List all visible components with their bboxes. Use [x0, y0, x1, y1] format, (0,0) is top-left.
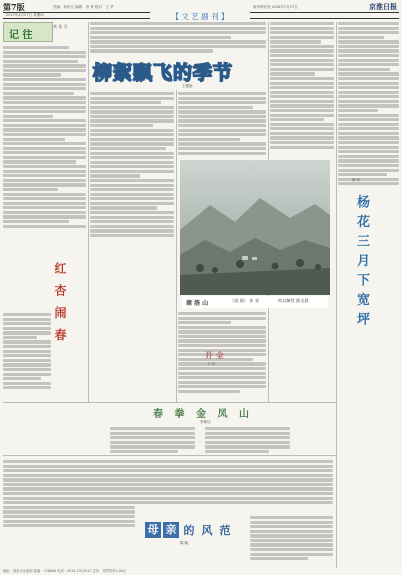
landscape-painting: [180, 160, 330, 295]
column-divider: [336, 22, 337, 568]
article-column-3: [178, 92, 266, 156]
title-char-3: 的: [183, 524, 195, 537]
section-divider: [3, 455, 336, 456]
poem-lines-left: [110, 427, 195, 454]
column-divider: [88, 22, 89, 402]
poem-section-title-text: 春 拳 金 凤 山: [153, 409, 253, 420]
page-number: 第7版: [3, 2, 25, 12]
article-column-5: [338, 22, 399, 187]
poem-lines-right: [205, 427, 290, 454]
photo-caption: [182, 296, 328, 308]
mountain-scene-image: [180, 160, 330, 295]
banner-headline: [88, 58, 238, 84]
photo-medium: （油 画） 张 亮: [230, 298, 260, 303]
title-char-1: 母: [145, 522, 161, 538]
newspaper-logo: 京淮日报: [369, 2, 397, 11]
poem-author-right: 杨 东: [352, 178, 361, 182]
column-tag: [3, 22, 53, 42]
editor-info: 责编：杨东江 编辑：李 青 校对：王 华: [53, 5, 114, 9]
bottom-article-right: [250, 516, 333, 562]
footer-info: 地址：商洛市北新街 邮编：726000 电话：0914-2313517 定价：零售每份1.00元: [3, 569, 127, 573]
poem-title-willow-catkins: 杨 花 三 月 下 宽 坪: [354, 195, 369, 327]
issue-date: 新华网首发 2016年7月27日: [253, 5, 298, 9]
subheader-date: 2017年4月27日 星期四: [6, 13, 44, 17]
article-column-2-top: [90, 22, 266, 54]
column-tag-label: 记 往: [9, 30, 33, 41]
article-column-1-lower: [3, 313, 51, 391]
poem-section-author: 李林功: [200, 420, 211, 424]
article-column-2: [90, 92, 174, 239]
title-char-2: 亲: [163, 522, 179, 538]
column-divider: [176, 90, 177, 402]
section-title: 【 文 艺 副 刊 】: [150, 11, 250, 22]
article-author-mother: 陈 晓: [180, 541, 189, 545]
title-char-4: 风: [201, 524, 213, 537]
poem-section-title: [103, 405, 303, 419]
column-author: 龚 菊 芳: [53, 24, 68, 29]
article-column-4: [270, 22, 334, 150]
article-title-mother: [145, 522, 245, 539]
poem-title-red-apricot: 红 杏 闹 春: [53, 262, 67, 344]
section-divider: [3, 402, 336, 403]
title-char-5: 范: [219, 524, 231, 537]
article-column-1: [3, 46, 86, 229]
article-column-3-lower: [178, 312, 266, 394]
photo-title: 商 洛 山: [186, 300, 209, 307]
headline-author: 王德朋: [182, 84, 193, 88]
photo-credit: 何以解忧 陈宝晨: [278, 298, 309, 303]
headline-title: 柳絮飘飞的季节: [92, 62, 233, 84]
